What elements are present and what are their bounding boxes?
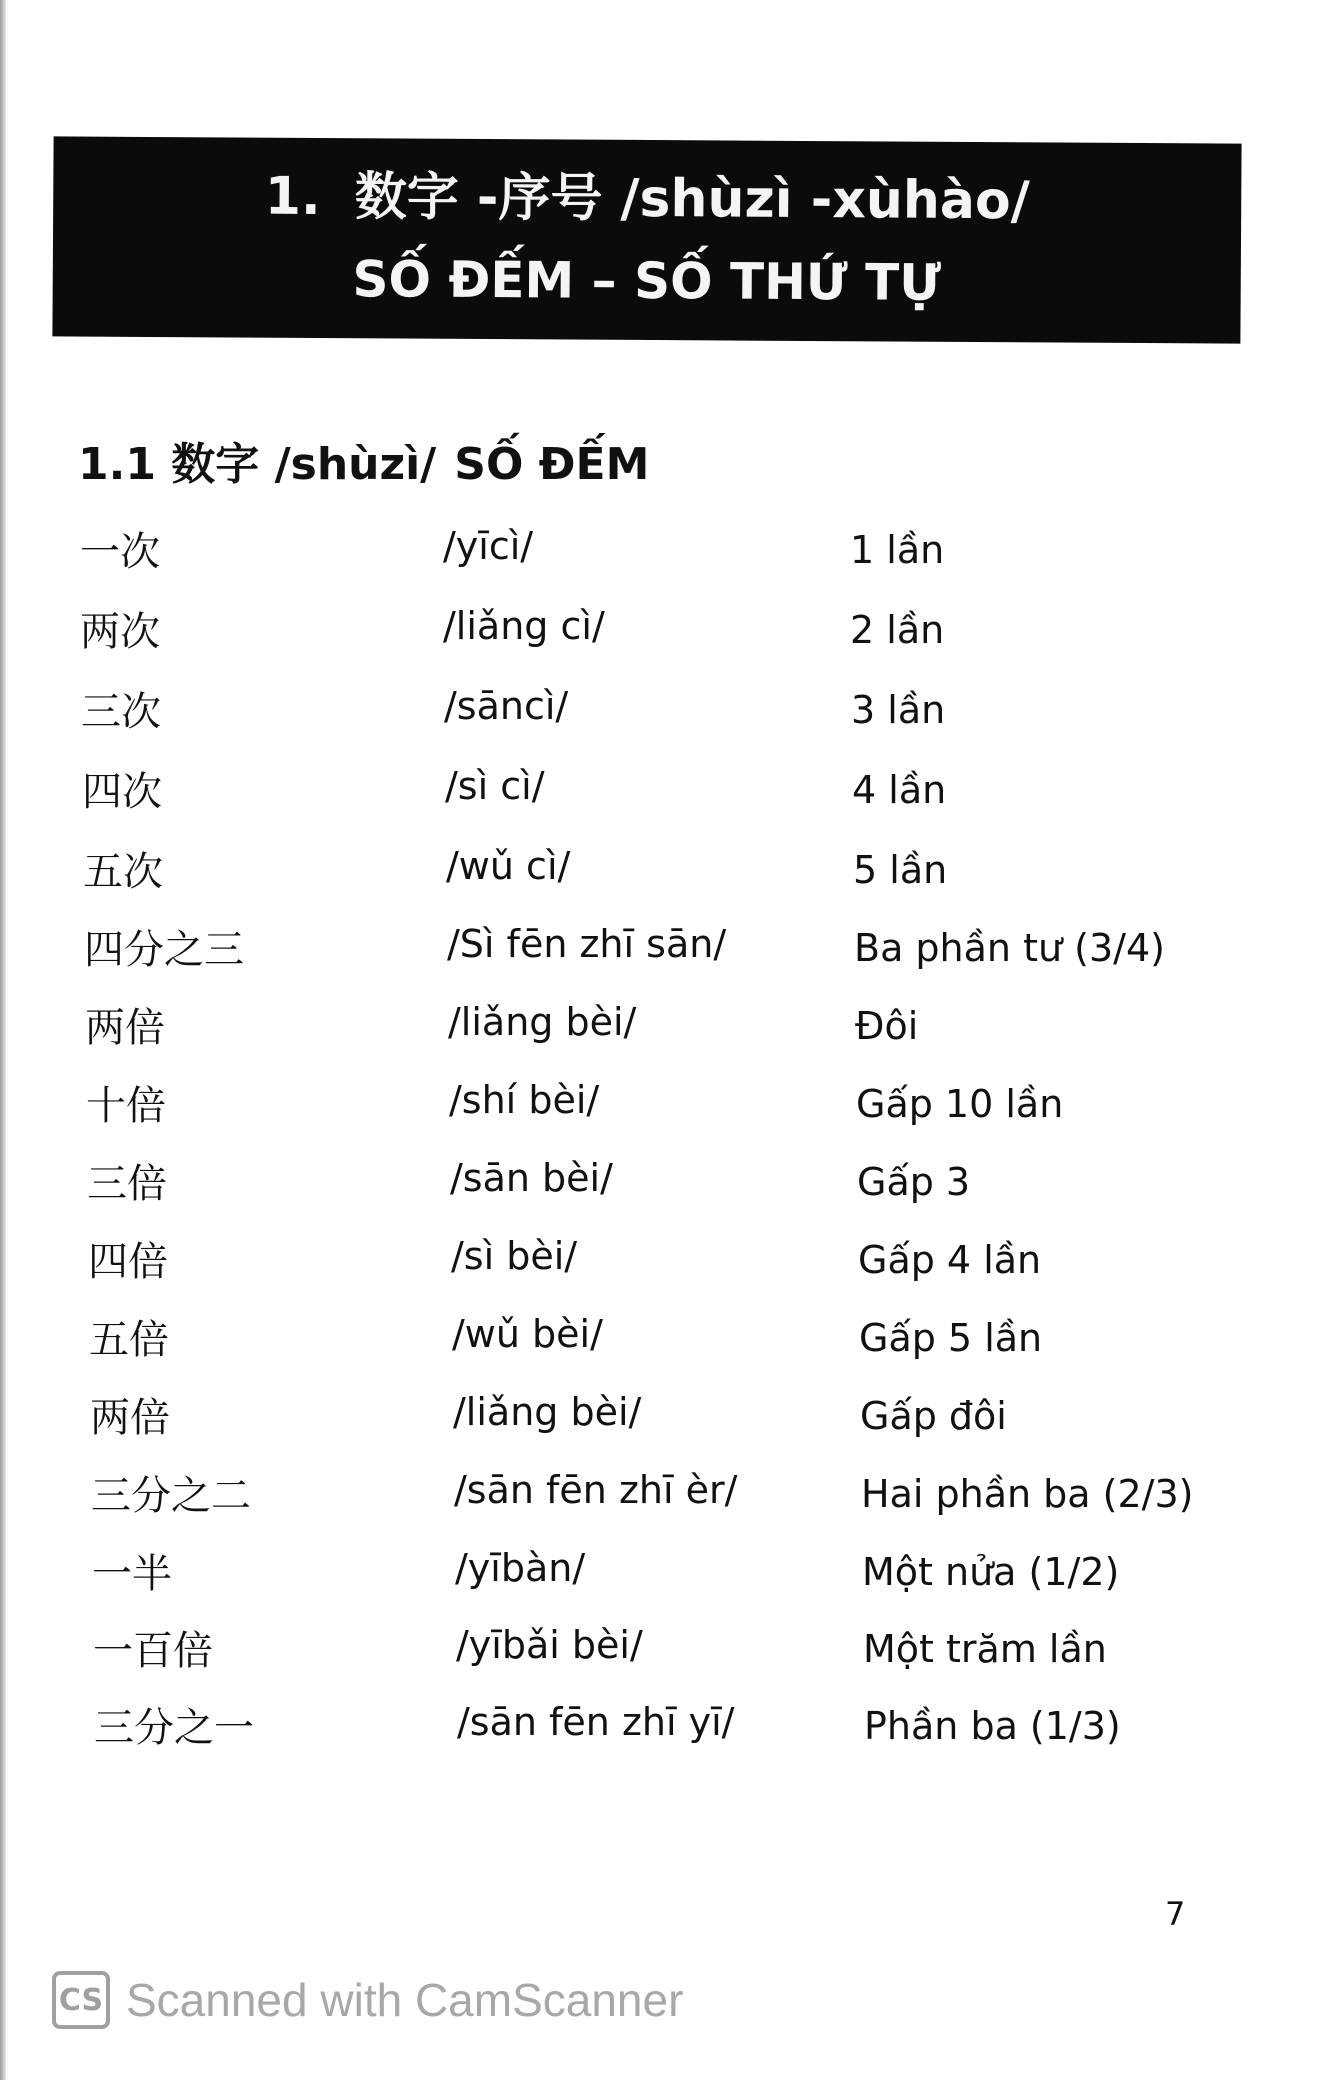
vocab-vietnamese: Gấp đôi <box>860 1394 1007 1438</box>
chapter-title-line <box>53 152 1241 234</box>
vocab-pinyin: /liǎng bèi/ <box>453 1390 642 1434</box>
vocab-vietnamese: Gấp 5 lần <box>859 1316 1043 1360</box>
vocab-pinyin: /sì bèi/ <box>451 1234 578 1278</box>
vocab-row <box>91 1464 1271 1524</box>
chapter-number: 1. <box>264 166 321 228</box>
vocab-row <box>82 760 1262 820</box>
vocab-chinese: 两倍 <box>90 1395 170 1441</box>
vocab-pinyin: /sān fēn zhī yī/ <box>457 1700 735 1744</box>
vocab-vietnamese: Gấp 10 lần <box>856 1082 1064 1126</box>
vocab-pinyin: /Sì fēn zhī sān/ <box>447 922 727 966</box>
vocab-vietnamese: 2 lần <box>850 608 945 652</box>
vocab-vietnamese: 4 lần <box>852 768 947 812</box>
page-edge-shadow <box>0 0 6 2080</box>
vocab-pinyin: /yīcì/ <box>443 524 534 568</box>
camscanner-logo-icon: CS <box>52 1971 110 2029</box>
vocab-row <box>86 1074 1266 1134</box>
vocab-chinese: 三分之一 <box>94 1705 254 1751</box>
vocab-chinese: 五次 <box>83 849 163 895</box>
vocab-chinese: 四次 <box>82 769 162 815</box>
vocab-row <box>93 1619 1273 1679</box>
vocab-vietnamese: 5 lần <box>853 848 948 892</box>
vocab-chinese: 四倍 <box>88 1239 168 1285</box>
vocab-chinese: 五倍 <box>89 1317 169 1363</box>
vocab-vietnamese: Một trăm lần <box>863 1627 1107 1671</box>
vocab-chinese: 三倍 <box>87 1161 167 1207</box>
vocab-vietnamese: Gấp 3 <box>857 1160 971 1204</box>
vocab-chinese: 两倍 <box>85 1005 165 1051</box>
vocab-row <box>81 680 1261 740</box>
vocab-pinyin: /yībàn/ <box>455 1546 586 1590</box>
vocab-pinyin: /sāncì/ <box>444 684 569 728</box>
section-heading-zh: 1.1 数字 /shùzì/ <box>78 439 437 490</box>
vocab-pinyin: /shí bèi/ <box>449 1078 600 1122</box>
chapter-title-zh: 数字 -序号 /shùzì -xùhào/ <box>354 167 1030 232</box>
vocab-chinese: 四分之三 <box>84 927 244 973</box>
vocab-vietnamese: 3 lần <box>851 688 946 732</box>
vocab-chinese: 三分之二 <box>91 1473 251 1519</box>
vocab-row <box>80 600 1260 660</box>
vocab-row <box>83 840 1263 900</box>
vocab-chinese: 两次 <box>80 609 160 655</box>
vocab-pinyin: /liǎng cì/ <box>443 604 605 648</box>
vocab-row <box>87 1152 1267 1212</box>
vocab-pinyin: /sì cì/ <box>445 764 545 808</box>
vocab-pinyin: /wǔ bèi/ <box>452 1312 603 1356</box>
vocab-chinese: 一百倍 <box>93 1628 213 1674</box>
watermark-text: Scanned with CamScanner <box>126 1974 684 2026</box>
vocab-row <box>92 1542 1272 1602</box>
chapter-header-banner <box>52 136 1241 343</box>
vocab-vietnamese: 1 lần <box>850 528 945 572</box>
vocab-row <box>90 1386 1270 1446</box>
vocab-row <box>84 918 1264 978</box>
section-heading-vi: SỐ ĐẾM <box>454 439 650 490</box>
vocab-row <box>88 1230 1268 1290</box>
vocab-row <box>80 520 1260 580</box>
vocab-chinese: 十倍 <box>86 1083 166 1129</box>
section-heading <box>78 428 649 492</box>
vocab-pinyin: /liǎng bèi/ <box>448 1000 637 1044</box>
page-number: 7 <box>1165 1895 1186 1933</box>
vocab-pinyin: /wǔ cì/ <box>446 844 571 888</box>
vocab-pinyin: /sān fēn zhī èr/ <box>454 1468 738 1512</box>
vocab-row <box>85 996 1265 1056</box>
chapter-title-vi: SỐ ĐẾM – SỐ THỨ TỰ <box>352 250 942 312</box>
vocab-row <box>89 1308 1269 1368</box>
vocab-vietnamese: Đôi <box>855 1004 919 1048</box>
vocab-vietnamese: Một nửa (1/2) <box>862 1550 1120 1594</box>
scanner-watermark <box>52 1968 683 2032</box>
vocab-chinese: 一半 <box>92 1551 172 1597</box>
vocab-pinyin: /yībǎi bèi/ <box>456 1623 643 1667</box>
vocab-vietnamese: Phần ba (1/3) <box>864 1704 1121 1748</box>
vocab-chinese: 三次 <box>81 689 161 735</box>
vocab-vietnamese: Gấp 4 lần <box>858 1238 1042 1282</box>
vocab-row <box>94 1696 1274 1756</box>
vocab-pinyin: /sān bèi/ <box>450 1156 613 1200</box>
vocab-chinese: 一次 <box>80 529 160 575</box>
vocab-vietnamese: Ba phần tư (3/4) <box>854 926 1165 970</box>
vocab-vietnamese: Hai phần ba (2/3) <box>861 1472 1194 1516</box>
